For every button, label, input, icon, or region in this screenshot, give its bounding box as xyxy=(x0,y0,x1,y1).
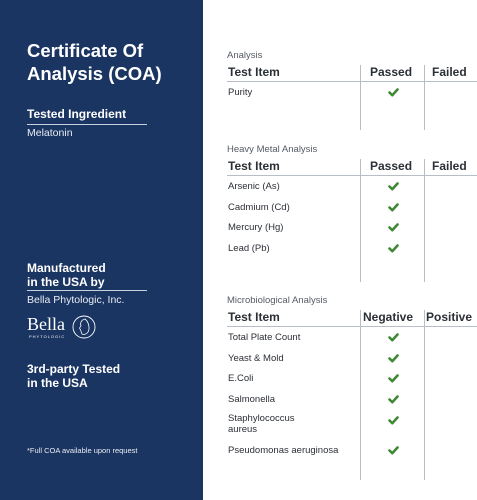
table-row xyxy=(227,389,477,410)
title-line-2: Analysis (COA) xyxy=(27,63,162,84)
thirdparty-line-1: 3rd-party Tested xyxy=(27,362,121,376)
header-positive: Positive xyxy=(426,310,473,324)
header-failed: Failed xyxy=(432,65,467,79)
check-icon xyxy=(388,223,399,232)
row-name: Pseudomonas aeruginosa xyxy=(228,445,339,456)
check-icon xyxy=(388,395,399,404)
row-name: Purity xyxy=(228,87,253,98)
header-negative: Negative xyxy=(363,310,414,324)
row-name xyxy=(228,413,338,435)
row-name: Total Plate Count xyxy=(228,332,301,343)
thirdparty-line-2: in the USA xyxy=(27,376,88,390)
table-header xyxy=(227,156,477,176)
check-icon xyxy=(388,416,399,425)
left-panel xyxy=(0,0,203,500)
page-title xyxy=(27,39,197,85)
title-line-1: Certificate Of xyxy=(27,40,144,61)
table-row xyxy=(227,440,477,461)
check-icon xyxy=(388,446,399,455)
section-title: Microbiological Analysis xyxy=(227,295,328,306)
check-icon xyxy=(388,354,399,363)
column-divider xyxy=(360,159,361,282)
check-icon xyxy=(388,374,399,383)
divider xyxy=(27,290,147,291)
table-row xyxy=(227,327,477,348)
table-header xyxy=(227,62,477,82)
row-name: Cadmium (Cd) xyxy=(228,201,290,213)
row-name: Yeast & Mold xyxy=(228,352,284,364)
logo-text: Bella xyxy=(27,314,65,334)
column-divider xyxy=(360,65,361,130)
check-icon xyxy=(388,244,399,253)
check-icon xyxy=(388,182,399,191)
table-row xyxy=(227,197,477,218)
column-divider xyxy=(424,159,425,282)
header-failed: Failed xyxy=(432,159,467,173)
row-name-line-2: aureus xyxy=(228,424,258,435)
column-divider xyxy=(360,310,361,480)
manufacturer-name: Bella Phytologic, Inc. xyxy=(27,294,125,306)
header-test-item: Test Item xyxy=(228,65,280,79)
manufactured-line-1: Manufactured xyxy=(27,261,106,275)
footnote: *Full COA available upon request xyxy=(27,446,138,455)
row-name: Mercury (Hg) xyxy=(228,222,284,233)
table-row xyxy=(227,82,477,103)
face-profile-icon xyxy=(71,314,97,340)
table-row xyxy=(227,217,477,238)
header-passed: Passed xyxy=(370,159,413,173)
tested-ingredient-value: Melatonin xyxy=(27,127,73,139)
table-row xyxy=(227,238,477,259)
row-name: E.Coli xyxy=(228,373,254,384)
row-name-line-1: Staphylococcus xyxy=(228,413,295,424)
bella-logo xyxy=(27,314,107,344)
check-icon xyxy=(388,88,399,97)
column-divider xyxy=(424,65,425,130)
table-row xyxy=(227,409,477,440)
table-row xyxy=(227,368,477,389)
analysis-section xyxy=(227,49,477,103)
table-row xyxy=(227,176,477,197)
thirdparty-label xyxy=(27,362,120,390)
header-passed: Passed xyxy=(370,65,413,79)
header-test-item: Test Item xyxy=(228,159,280,173)
divider xyxy=(27,124,147,125)
microbiological-section xyxy=(227,294,477,461)
logo-subtext: PHYTOLOGIC xyxy=(29,334,66,339)
heavy-metal-section xyxy=(227,143,477,258)
manufactured-label xyxy=(27,261,106,289)
column-divider xyxy=(424,310,425,480)
section-title: Heavy Metal Analysis xyxy=(227,144,318,155)
manufactured-line-2: in the USA by xyxy=(27,275,105,289)
row-name: Lead (Pb) xyxy=(228,242,270,254)
section-title: Analysis xyxy=(227,50,263,61)
table-row xyxy=(227,348,477,369)
row-name: Arsenic (As) xyxy=(228,181,280,192)
table-header xyxy=(227,307,477,327)
tested-ingredient-label: Tested Ingredient xyxy=(27,107,127,121)
row-name: Salmonella xyxy=(228,393,275,405)
check-icon xyxy=(388,333,399,342)
right-panel xyxy=(203,0,477,500)
check-icon xyxy=(388,203,399,212)
header-test-item: Test Item xyxy=(228,310,280,324)
